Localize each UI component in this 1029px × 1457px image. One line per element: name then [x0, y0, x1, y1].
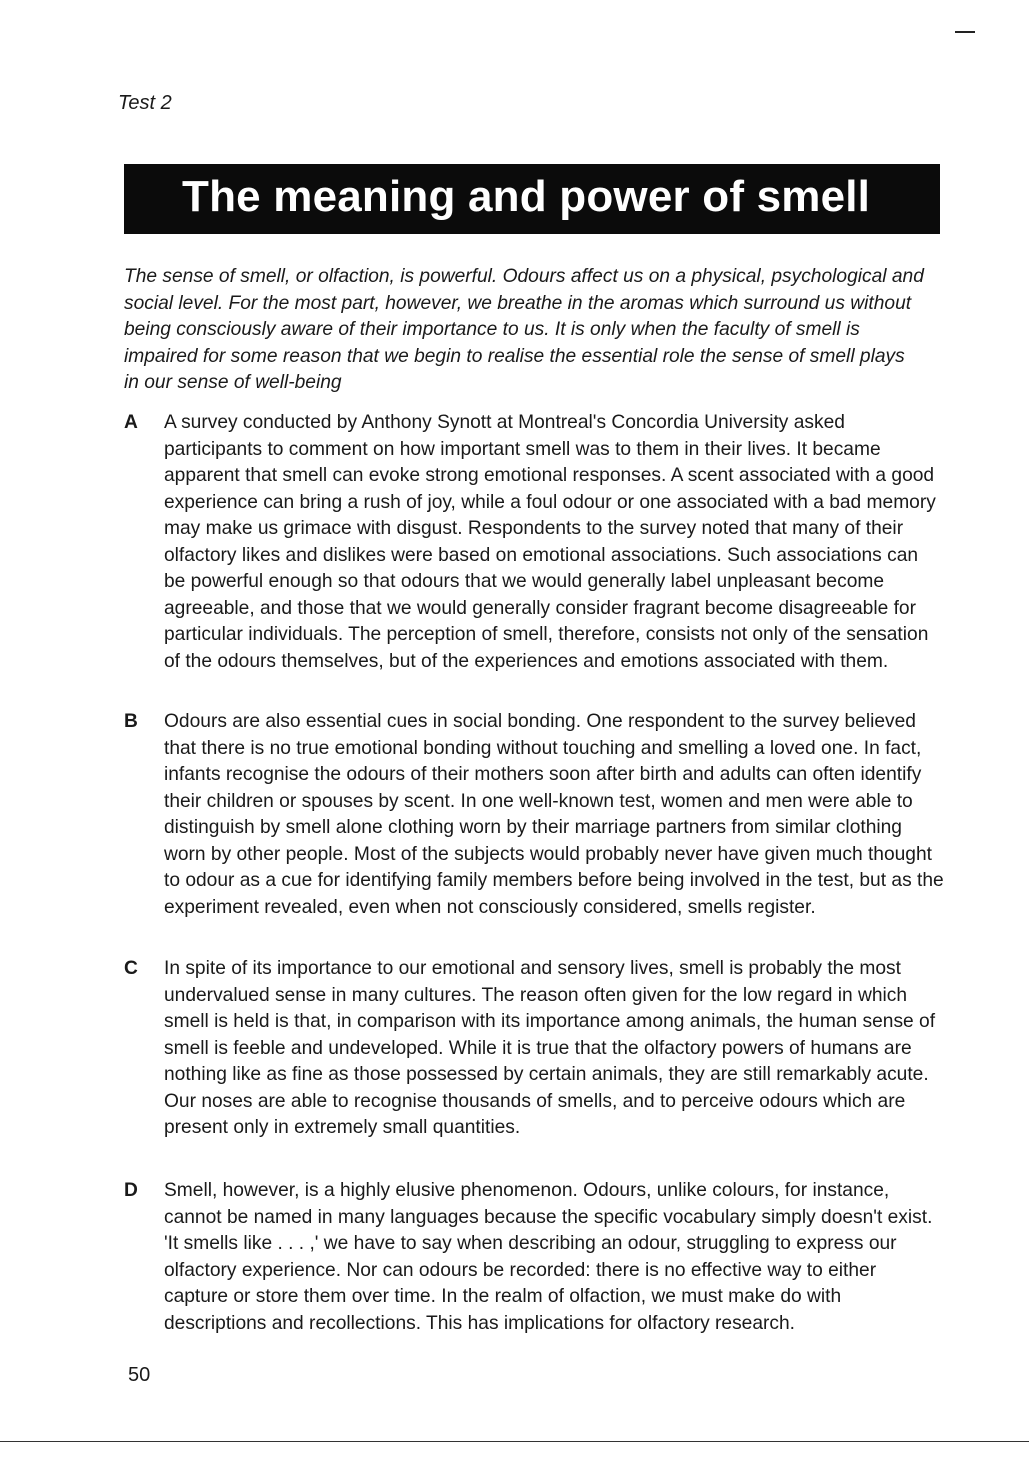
- section-text: Smell, however, is a highly elusive phenomenon. Odours, unlike colours, for instance, cannot be named in many languages because the specific vocabulary simply doesn't exist. 'It smells like . . . ,' we have to say when describing an odour, struggling to express our olfactory experience. Nor can odours be recorded: there is no effective way to either capture or store them over time. In the realm of olfaction, we must make do with descriptions and recollections. This has implications for olfactory research.: [164, 1180, 933, 1334]
- section-text: In spite of its importance to our emotional and sensory lives, smell is probably the most undervalued sense in many cultures. The reason often given for the low regard in which smell is held is that, in comparison with its importance among animals, the human sense of smell is feeble and undeveloped. While it is true that the olfactory powers of humans are nothing like as fine as those possessed by certain animals, they are still remarkably acute. Our noses are able to recognise thousands of smells, and to perceive odours which are present only in extremely small quantities.: [164, 958, 936, 1138]
- article-title: The meaning and power of smell: [182, 172, 871, 221]
- page-number: 50: [128, 1364, 151, 1386]
- title-banner: [124, 164, 940, 234]
- intro-paragraph: The sense of smell, or olfaction, is powerful. Odours affect us on a physical, psychological and social level. For the most part, however, we breathe in the aromas which surround us without being consciously aware of their importance to us. It is only when the faculty of smell is impaired for some reason that we begin to realise the essential role the sense of smell plays in our sense of well-being: [124, 266, 924, 393]
- section-letter: D: [124, 1180, 138, 1201]
- bottom-divider: [0, 1441, 1029, 1442]
- section-letter: B: [124, 711, 138, 732]
- section-letter: A: [124, 412, 138, 433]
- running-header: Test 2: [118, 92, 172, 114]
- section-text: A survey conducted by Anthony Synott at Montreal's Concordia University asked participants to comment on how important smell was to them in their lives. It became apparent that smell can evoke strong emotional responses. A scent associated with a good experience can bring a rush of joy, while a foul odour or one associated with a bad memory may make us grimace with disgust. Respondents to the survey noted that many of their olfactory likes and dislikes were based on emotional associations. Such associations can be powerful enough so that odours that we would generally label unpleasant become agreeable, and those that we would generally consider fragrant become disagreeable for particular individuals. The perception of smell, therefore, consists not only of the sensation of the odours themselves, but of the experiences and emotions associated with them.: [164, 412, 936, 672]
- section-letter: C: [124, 958, 138, 979]
- corner-mark: [955, 31, 975, 33]
- section-text: Odours are also essential cues in social bonding. One respondent to the survey believed that there is no true emotional bonding without touching and smelling a loved one. In fact, infants recognise the odours of their mothers soon after birth and adults can often identify their children or spouses by scent. In one well-known test, women and men were able to distinguish by smell alone clothing worn by their marriage partners from similar clothing worn by other people. Most of the subjects would probably never have given much thought to odour as a cue for identifying family members before being involved in the test, but as the experiment revealed, even when not consciously considered, smells register.: [164, 711, 944, 918]
